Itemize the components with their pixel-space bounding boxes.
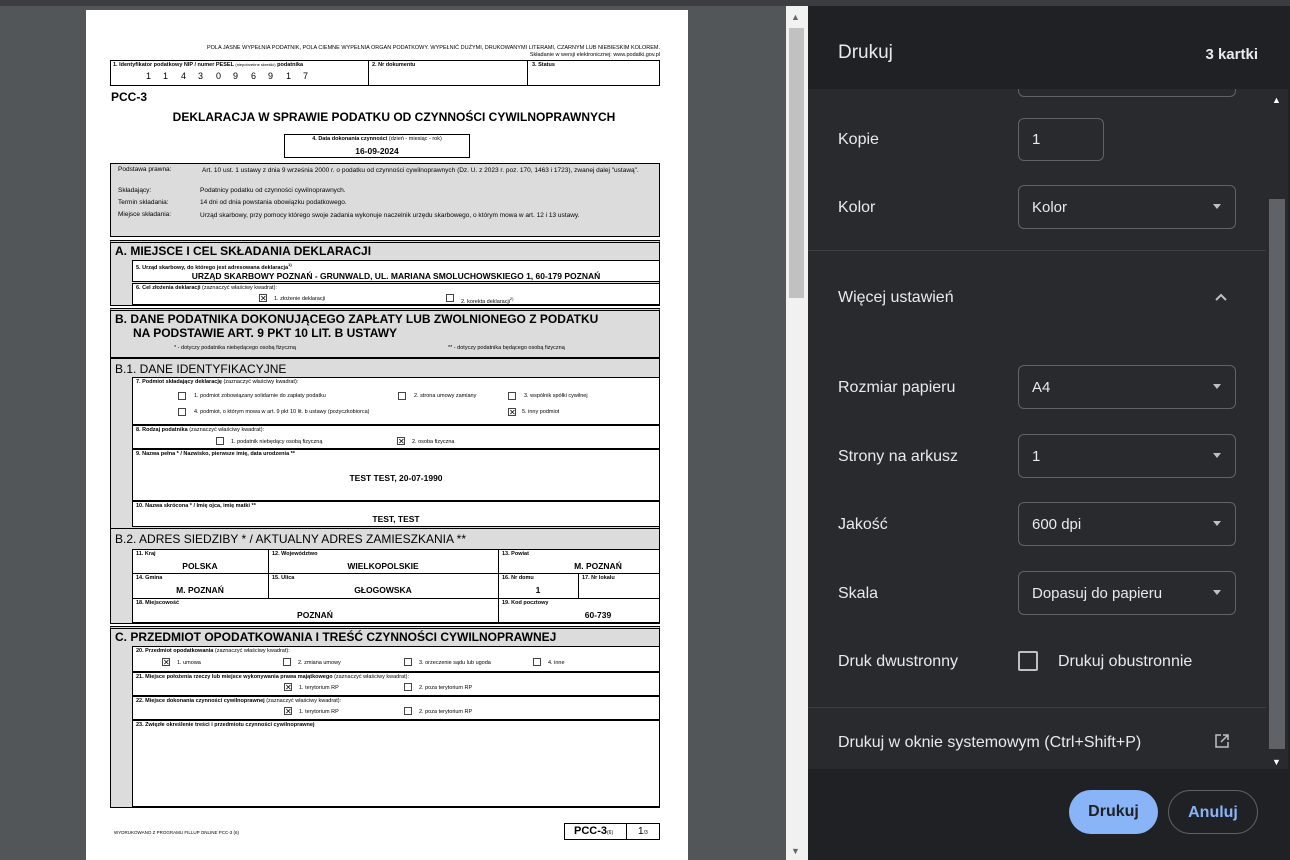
duplex-checkbox[interactable] [1018,651,1038,671]
legal-value: Urząd skarbowy, przy pomocy którego swoje zadania wykonuje naczelnik urzędu skarbowego, o którym mowa w art. 12 i 13 ustawy. [200,212,580,219]
f3-label: 3. Status [532,62,555,68]
settings-list [808,89,1274,769]
f1-suffix: podatnika [277,62,304,68]
preview-page: POLA JASNE WYPEŁNIA PODATNIK, POLA CIEMNE WYPEŁNIA ORGAN PODATKOWY. WYPEŁNIĆ DUŻYMI, DRUKOWANYMI LITERAMI, CZARNYM LUB NIEBIESKIM KOLOREM. Składanie w wersji elektronicznej: www.podatki.gov.pl 1. Identyfikator podatkowy NIP / numer PESEL (niepotrzebne skreślić) podatnika 1 1 4 3 0 9 6 9 1 7 2. Nr dokumentu 3. Status PCC-3 DEKLARACJA W SPRAWIE PODATKU OD CZYNNOŚCI CYWILNOPRAWNYCH 4. Data dokonania czynności (dzień - miesiąc - rok) 16-09-2024 Podstawa prawna: Art. 10 ust. 1 ustawy z dnia 9 września 2000 r. o podatku od czynności cywilnoprawnych (Dz. U. z 2023 r. poz. 170, 1463 i 1723), zwanej dalej "ustawą". Składający: Podatnicy podatku od czynności cywilnoprawnych. Termin składania: 14 dni od dnia powstania obowiązku podatkowego. Miejsce składania: Urząd skarbowy, przy pomocy którego swoje zadania wykonuje naczelnik urzędu skarbowego, o którym mowa w art. 12 i 13 ustawy. A. MIEJSCE I CEL SKŁADANIA DEKLARACJI 5. Urząd skarbowy, do którego jest adresowana deklaracja$^{1)}$ URZĄD SKARBOWY POZNAŃ - GRUNWALD, UL. MARIANA SMOLUCHOWSKIEGO 1, 60-179 POZNAŃ 6. Cel złożenia deklaracji (zaznaczyć właściwy kwadrat): ✕ 1. złożenie deklaracji 2. korekta deklaracji$^{2)}$ B. DANE PODATNIKA DOKONUJĄCEGO ZAPŁATY LUB ZWOLNIONEGO Z PODATKU NA PODSTAWIE ART. 9 PKT 10 LIT. B USTAWY * - dotyczy podatnika niebędącego osobą fizyczną ** - dotyczy podatnika będącego osobą fizyczną B.1. DANE IDENTYFIKACYJNE 7. Podmiot składający deklarację (zaznaczyć właściwy kwadrat): 1. podmiot zobowiązany solidarnie do zapłaty podatku 2. strona umowy zamiany 3. wspólnik spółki cywilnej 4. podmiot, o którym mowa w art. 9 pkt 10 lit. b ustawy (pożyczkobiorca) ✕ 5. inny podmiot 8. Rodzaj podatnika (zaznaczyć właściwy kwadrat): 1. podatnik niebędący osobą fizyczną ✕ 2. osoba fizyczna 9. Nazwa pełna * / Nazwisko, pierwsze imię, data urodzenia ** TEST TEST, 20-07-1990 10. Nazwa skrócona * / Imię ojca, imię matki ** TEST, TEST B.2. ADRES SIEDZIBY * / AKTUALNY ADRES ZAMIESZKANIA ** 11. Kraj POLSKA 12. Województwo WIELKOPOLSKIE 13. Powiat M. POZNAŃ 14. Gmina M. POZNAŃ 15. Ulica GŁOGOWSKA 16. Nr domu 1 17. Nr lokalu 18. Miejscowość POZNAŃ 19. Kod pocztowy 60-739 C. PRZEDMIOT OPODATKOWANIA I TREŚĆ CZYNNOŚCI CYWILNOPRAWNEJ 20. Przedmiot opodatkowania (zaznaczyć właściwy kwadrat): ✕ 1. umowa 2. zmiana umowy 3. orzeczenie sądu lub ugoda 4. inne 21. Miejsce położenia rzeczy lub miejsce wykonywania prawa majątkowego (zaznaczyć właściwy kwadrat): ✕ 1. terytorium RP 2. poza terytorium RP 22. Miejsce dokonania czynności cywilnoprawnej (zaznaczyć właściwy kwadrat): ✕ 1. terytorium RP 2. poza terytorium RP 23. Zwięzłe określenie treści i przedmiotu czynności cywilnoprawnej WYDRUKOWANO Z PROGRAMU FILLUP ONLINE PCC-3 (6) PCC-3(6) 1/3 [86,10,688,860]
settings-scrollbar[interactable] [1266,89,1288,769]
color-label: Kolor [838,199,876,216]
f6-checkbox-2 [446,294,454,302]
scrollbar-thumb[interactable] [1269,199,1285,749]
color-select[interactable]: Kolor [1018,185,1236,229]
f1-note: (niepotrzebne skreślić) [235,62,276,67]
section-b2-title: B.2. ADRES SIEDZIBY * / AKTUALNY ADRES ZAMIESZKANIA ** [115,532,467,546]
section-c-title: C. PRZEDMIOT OPODATKOWANIA I TREŚĆ CZYNNOŚCI CYWILNOPRAWNEJ [115,630,557,644]
legal-value: Podatnicy podatku od czynności cywilnoprawnych. [200,187,346,194]
duplex-option-label[interactable]: Drukuj obustronnie [1058,653,1193,670]
system-dialog-link[interactable]: Drukuj w oknie systemowym (Ctrl+Shift+P) [838,734,1142,751]
print-button[interactable]: Drukuj [1069,790,1158,834]
f6-label: 6. Cel złożenia deklaracji [136,285,201,291]
duplex-label: Druk dwustronny [838,653,959,670]
scroll-up-icon[interactable]: ▲ [1272,95,1281,105]
legal-value: Art. 10 ust. 1 ustawy z dnia 9 września 2000 r. o podatku od czynności cywilnoprawnych (Dz. U. z 2023 r. poz. 170, 1463 i 1723), zwanej dalej "ustawą". [202,167,639,174]
quality-select[interactable]: 600 dpi [1018,502,1236,546]
section-b1-title: B.1. DANE IDENTYFIKACYJNE [115,362,287,376]
legal-key: Termin składania: [118,199,169,206]
nip-digits: 1 1 4 3 0 9 6 9 1 7 [146,71,309,81]
top-note: POLA JASNE WYPEŁNIA PODATNIK, POLA CIEMNE WYPEŁNIA ORGAN PODATKOWY. WYPEŁNIĆ DUŻYMI, DRUKOWANYMI LITERAMI, CZARNYM LUB NIEBIESKIM KOLOREM. [206,45,660,51]
chevron-down-icon [1213,384,1221,389]
scroll-up-icon[interactable]: ▲ [791,12,800,22]
legal-key: Składający: [118,187,152,194]
section-a-title: A. MIEJSCE I CEL SKŁADANIA DEKLARACJI [115,244,372,258]
copies-input[interactable]: 1 [1018,118,1104,161]
chevron-up-icon[interactable] [1214,292,1228,302]
legal-value: 14 dni od dnia powstania obowiązku podatkowego. [200,199,347,206]
panel-title: Drukuj [838,42,893,63]
cancel-button[interactable]: Anuluj [1168,790,1258,834]
preview-scrollbar[interactable] [786,6,808,860]
scroll-down-icon[interactable]: ▼ [1272,757,1281,767]
chevron-down-icon [1213,204,1221,209]
quality-label: Jakość [838,516,888,533]
section-b-title-1: B. DANE PODATNIKA DOKONUJĄCEGO ZAPŁATY LUB ZWOLNIONEGO Z PODATKU [115,312,599,326]
sheet-count: 3 kartki [1205,46,1258,63]
scale-select[interactable]: Dopasuj do papieru [1018,571,1236,615]
f10-value: TEST, TEST [372,514,420,524]
scrollbar-thumb[interactable] [789,28,804,298]
copies-label: Kopie [838,131,879,148]
paper-size-label: Rozmiar papieru [838,379,956,396]
pages-per-sheet-label: Strony na arkusz [838,448,959,465]
f4-label: 4. Data dokonania czynności [312,136,388,142]
f4-value: 16-09-2024 [355,146,399,156]
f6-checkbox-1: ✕ [260,294,267,303]
more-settings-toggle[interactable]: Więcej ustawień [838,289,954,306]
f5-label: 5. Urząd skarbowy, do którego jest adresowana deklaracja [136,264,289,271]
scroll-down-icon[interactable]: ▼ [791,846,800,856]
form-code: PCC-3 [111,90,148,104]
section-b-title-2: NA PODSTAWIE ART. 9 PKT 10 LIT. B USTAWY [133,326,398,340]
print-settings-panel [808,6,1290,860]
f9-value: TEST TEST, 20-07-1990 [349,473,443,483]
pages-per-sheet-select[interactable]: 1 [1018,434,1236,478]
f4-note: (dzień - miesiąc - rok) [388,136,442,142]
f1-label: 1. Identyfikator podatkowy NIP / numer PESEL [113,62,234,68]
footer-note: WYDRUKOWANO Z PROGRAMU FILLUP ONLINE PCC-3 (6) [114,830,240,835]
legal-key: Miejsce składania: [118,211,172,218]
paper-size-select[interactable]: A4 [1018,365,1236,409]
chevron-down-icon [1213,590,1221,595]
doc-title: DEKLARACJA W SPRAWIE PODATKU OD CZYNNOŚCI CYWILNOPRAWNYCH [172,110,616,124]
legal-key: Podstawa prawna: [118,166,172,173]
print-preview-area [0,6,808,860]
top-note-2: Składanie w wersji elektronicznej: www.podatki.gov.pl [529,52,660,58]
chevron-down-icon [1213,521,1221,526]
open-external-icon[interactable] [1214,733,1230,749]
f2-label: 2. Nr dokumentu [372,62,416,68]
f5-value: URZĄD SKARBOWY POZNAŃ - GRUNWALD, UL. MARIANA SMOLUCHOWSKIEGO 1, 60-179 POZNAŃ [191,271,601,281]
destination-select[interactable] [1018,89,1236,97]
scale-label: Skala [838,585,879,602]
chevron-down-icon [1213,453,1221,458]
